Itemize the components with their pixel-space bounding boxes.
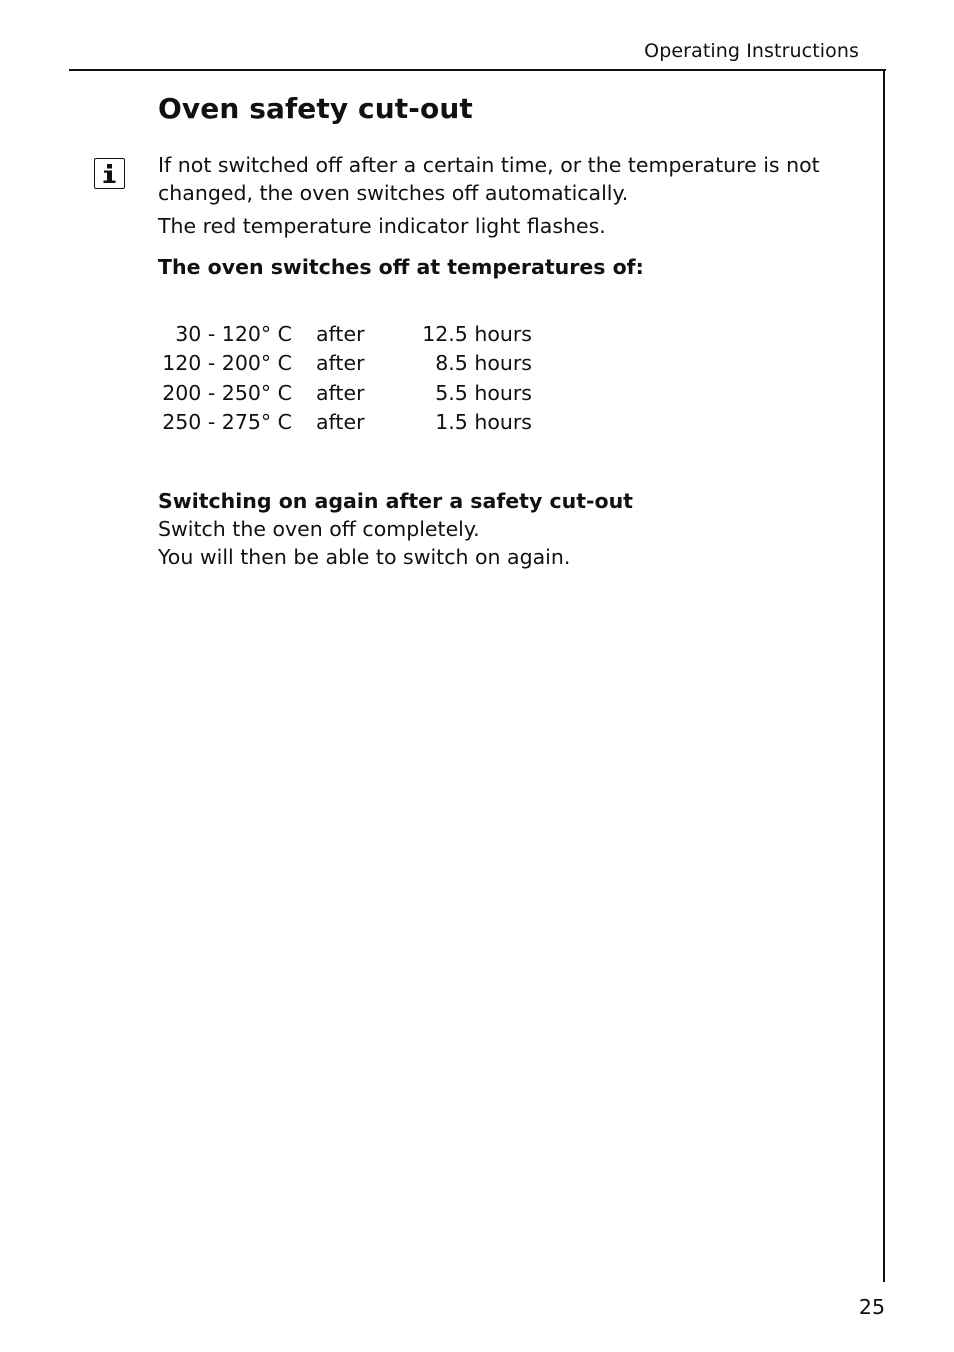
after-label: after — [316, 351, 365, 376]
restart-heading: Switching on again after a safety cut-out — [158, 489, 633, 513]
restart-instructions — [158, 516, 858, 571]
cutoff-heading: The oven switches off at temperatures of: — [158, 255, 644, 279]
restart-line-1: Switch the oven off completely. — [158, 517, 480, 541]
header-rule — [69, 69, 886, 71]
temperature-range: 200 - 250° C — [162, 380, 292, 405]
page-number: 25 — [858, 1295, 885, 1319]
cutoff-duration: 5.5 hours — [435, 380, 532, 405]
cutoff-duration: 12.5 hours — [422, 322, 532, 346]
after-label: after — [316, 380, 365, 405]
cutoff-duration: 1.5 hours — [435, 409, 532, 434]
after-label: after — [316, 409, 365, 434]
info-icon — [94, 158, 125, 189]
temperature-range: 250 - 275° C — [162, 409, 292, 434]
indicator-note: The red temperature indicator light flashes. — [158, 214, 606, 238]
running-header: Operating Instructions — [644, 40, 859, 62]
page-title: Oven safety cut-out — [158, 92, 473, 125]
info-paragraph: If not switched off after a certain time, or the temperature is not changed, the oven switches off automatically. — [158, 153, 820, 205]
after-label: after — [316, 322, 365, 346]
cutoff-duration: 8.5 hours — [435, 351, 532, 376]
restart-line-2: You will then be able to switch on again. — [158, 544, 571, 569]
temperature-range: 30 - 120° C — [175, 322, 292, 346]
side-rule — [883, 69, 885, 1282]
temperature-range: 120 - 200° C — [162, 351, 292, 376]
